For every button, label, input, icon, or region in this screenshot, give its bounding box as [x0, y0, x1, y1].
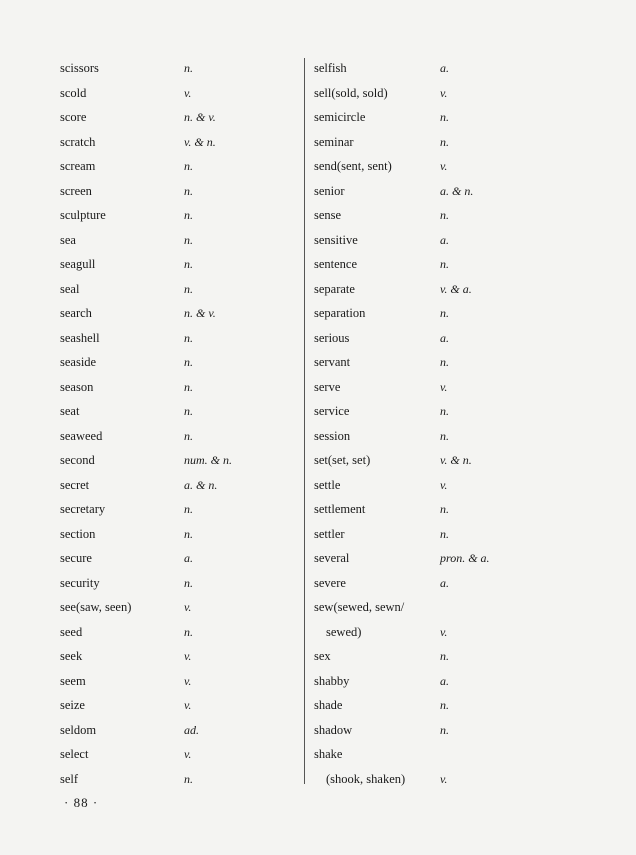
word-entry [60, 277, 300, 302]
word-entry [60, 375, 300, 400]
entry-word: sex [314, 649, 331, 663]
entry-part-of-speech: n. [184, 330, 193, 345]
entry-word: sense [314, 208, 342, 222]
entry-word: shade [314, 698, 343, 712]
word-entry [314, 228, 574, 253]
word-entry [60, 130, 300, 155]
entry-word: shake [314, 747, 343, 761]
word-entry [314, 424, 574, 449]
entry-part-of-speech: n. [440, 257, 449, 271]
word-entry [314, 203, 574, 228]
word-entry [60, 56, 300, 81]
entry-word: sew(sewed, sewn/ [314, 600, 405, 614]
entry-part-of-speech: a. [440, 330, 449, 345]
word-entry [314, 522, 574, 547]
word-entry [60, 595, 300, 620]
entry-part-of-speech: v. [184, 698, 192, 712]
entry-word: session [314, 428, 351, 443]
word-entry [60, 767, 300, 792]
word-entry [314, 767, 574, 792]
entry-part-of-speech: n. [184, 183, 193, 198]
word-entry [60, 154, 300, 179]
entry-part-of-speech: n. & v. [184, 306, 216, 320]
entry-part-of-speech: v. [440, 159, 448, 173]
word-entry [60, 203, 300, 228]
word-entry [60, 718, 300, 743]
word-entry [314, 81, 574, 106]
entry-part-of-speech: v. [440, 771, 448, 786]
word-entry [60, 571, 300, 596]
word-entry [314, 497, 574, 522]
entry-word: security [60, 575, 100, 590]
entry-word: seed [60, 624, 83, 639]
entry-part-of-speech: n. [440, 428, 449, 443]
word-entry [314, 546, 574, 571]
entry-word: scream [60, 159, 96, 173]
entry-word: severe [314, 575, 346, 590]
entry-part-of-speech: n. [184, 232, 193, 247]
entry-word: seldom [60, 722, 97, 737]
word-entry [314, 595, 574, 620]
word-entry [314, 179, 574, 204]
entry-word: settler [314, 526, 345, 541]
entry-part-of-speech: v. [440, 85, 448, 100]
word-entry [314, 620, 574, 645]
entry-word: seaside [60, 355, 97, 369]
entry-part-of-speech: n. [184, 208, 193, 222]
entry-part-of-speech: n. [440, 502, 449, 516]
word-entry [314, 130, 574, 155]
word-entry [314, 350, 574, 375]
entry-part-of-speech: n. [184, 526, 193, 541]
word-entry [314, 669, 574, 694]
entry-part-of-speech: n. & v. [184, 110, 216, 124]
word-entry [314, 326, 574, 351]
entry-word: season [60, 379, 94, 394]
word-entry [60, 301, 300, 326]
entry-part-of-speech: v. [440, 379, 448, 394]
word-entry [314, 154, 574, 179]
entry-word: search [60, 306, 92, 320]
entry-word: send(sent, sent) [314, 159, 392, 173]
entry-word: second [60, 453, 95, 467]
entry-part-of-speech: v. [184, 600, 192, 614]
word-entry [314, 375, 574, 400]
entry-word: self [60, 771, 79, 786]
entry-part-of-speech: v. [184, 649, 192, 663]
entry-part-of-speech: n. [184, 575, 193, 590]
word-entry [314, 301, 574, 326]
entry-word: seize [60, 698, 85, 712]
entry-word: sewed) [326, 624, 362, 639]
right-word-column [314, 56, 574, 791]
entry-word: seek [60, 649, 83, 663]
entry-part-of-speech: v. & n. [440, 453, 472, 467]
entry-word: scissors [60, 61, 99, 75]
entry-part-of-speech: ad. [184, 722, 199, 737]
entry-part-of-speech: n. [184, 257, 193, 271]
entry-part-of-speech: a. & n. [184, 477, 218, 492]
word-entry [60, 473, 300, 498]
word-entry [314, 399, 574, 424]
entry-word: sell(sold, sold) [314, 85, 388, 100]
entry-word: sea [60, 232, 76, 247]
word-entry [60, 228, 300, 253]
word-entry [314, 448, 574, 473]
entry-word: separation [314, 306, 366, 320]
entry-word: seagull [60, 257, 96, 271]
entry-part-of-speech: v. & a. [440, 281, 472, 296]
entry-part-of-speech: v. [184, 85, 192, 100]
entry-word: scold [60, 85, 87, 100]
word-entry [314, 56, 574, 81]
entry-part-of-speech: n. [440, 306, 449, 320]
entry-part-of-speech: pron. & a. [440, 551, 490, 565]
entry-part-of-speech: n. [440, 722, 449, 737]
entry-word: secretary [60, 502, 106, 516]
entry-word: select [60, 747, 89, 761]
word-entry [60, 546, 300, 571]
entry-word: seat [60, 404, 80, 418]
word-entry [60, 497, 300, 522]
word-entry [60, 693, 300, 718]
entry-word: senior [314, 183, 345, 198]
entry-part-of-speech: n. [440, 698, 449, 712]
entry-part-of-speech: n. [440, 404, 449, 418]
entry-word: secret [60, 477, 90, 492]
word-entry [60, 620, 300, 645]
entry-word: see(saw, seen) [60, 600, 132, 614]
entry-part-of-speech: n. [184, 61, 193, 75]
entry-word: section [60, 526, 96, 541]
entry-part-of-speech: n. [184, 624, 193, 639]
word-entry [60, 669, 300, 694]
entry-word: selfish [314, 61, 347, 75]
word-entry [60, 81, 300, 106]
entry-word: score [60, 110, 87, 124]
entry-part-of-speech: v. [184, 747, 192, 761]
word-entry [60, 522, 300, 547]
entry-word: seem [60, 673, 86, 688]
entry-word: sentence [314, 257, 358, 271]
entry-part-of-speech: n. [184, 404, 193, 418]
entry-word: screen [60, 183, 92, 198]
entry-part-of-speech: n. [184, 281, 193, 296]
word-entry [60, 742, 300, 767]
entry-part-of-speech: n. [184, 502, 193, 516]
entry-part-of-speech: a. [440, 232, 449, 247]
entry-word: (shook, shaken) [326, 771, 406, 786]
entry-part-of-speech: n. [184, 771, 193, 786]
entry-word: shabby [314, 673, 350, 688]
entry-word: set(set, set) [314, 453, 371, 467]
entry-part-of-speech: a. [184, 551, 193, 565]
entry-part-of-speech: n. [440, 134, 449, 149]
entry-word: separate [314, 281, 355, 296]
entry-part-of-speech: n. [184, 355, 193, 369]
entry-word: service [314, 404, 350, 418]
entry-part-of-speech: n. [440, 649, 449, 663]
word-entry [314, 105, 574, 130]
entry-word: seminar [314, 134, 354, 149]
entry-part-of-speech: a. & n. [440, 183, 474, 198]
entry-word: semicircle [314, 110, 366, 124]
entry-part-of-speech: num. & n. [184, 453, 232, 467]
word-entry [60, 350, 300, 375]
entry-word: several [314, 551, 350, 565]
entry-part-of-speech: n. [440, 208, 449, 222]
column-divider [304, 58, 305, 784]
word-entry [60, 252, 300, 277]
entry-part-of-speech: n. [440, 110, 449, 124]
entry-word: settlement [314, 502, 366, 516]
entry-word: shadow [314, 722, 353, 737]
entry-part-of-speech: v. [440, 624, 448, 639]
entry-word: settle [314, 477, 341, 492]
word-entry [314, 571, 574, 596]
entry-part-of-speech: v. [184, 673, 192, 688]
word-entry [60, 326, 300, 351]
word-entry [60, 179, 300, 204]
word-entry [314, 473, 574, 498]
entry-part-of-speech: n. [184, 379, 193, 394]
left-word-column [60, 56, 300, 791]
entry-part-of-speech: n. [440, 526, 449, 541]
word-entry [60, 424, 300, 449]
word-entry [314, 277, 574, 302]
word-entry [60, 399, 300, 424]
word-entry [314, 252, 574, 277]
entry-word: secure [60, 551, 92, 565]
entry-word: seashell [60, 330, 100, 345]
word-entry [60, 644, 300, 669]
page-number: · 88 · [64, 795, 99, 810]
entry-part-of-speech: n. [184, 159, 193, 173]
entry-part-of-speech: v. & n. [184, 134, 216, 149]
word-entry [314, 718, 574, 743]
entry-part-of-speech: n. [440, 355, 449, 369]
word-entry [60, 105, 300, 130]
word-entry [60, 448, 300, 473]
entry-word: seaweed [60, 428, 103, 443]
entry-part-of-speech: v. [440, 477, 448, 492]
word-entry [314, 693, 574, 718]
entry-word: serve [314, 379, 341, 394]
entry-part-of-speech: a. [440, 575, 449, 590]
word-entry [314, 644, 574, 669]
entry-word: serious [314, 330, 350, 345]
entry-word: servant [314, 355, 351, 369]
entry-part-of-speech: a. [440, 61, 449, 75]
entry-word: seal [60, 281, 80, 296]
entry-word: sculpture [60, 208, 106, 222]
entry-part-of-speech: n. [184, 428, 193, 443]
entry-word: sensitive [314, 232, 358, 247]
entry-word: scratch [60, 134, 96, 149]
word-entry [314, 742, 574, 767]
entry-part-of-speech: a. [440, 673, 449, 688]
